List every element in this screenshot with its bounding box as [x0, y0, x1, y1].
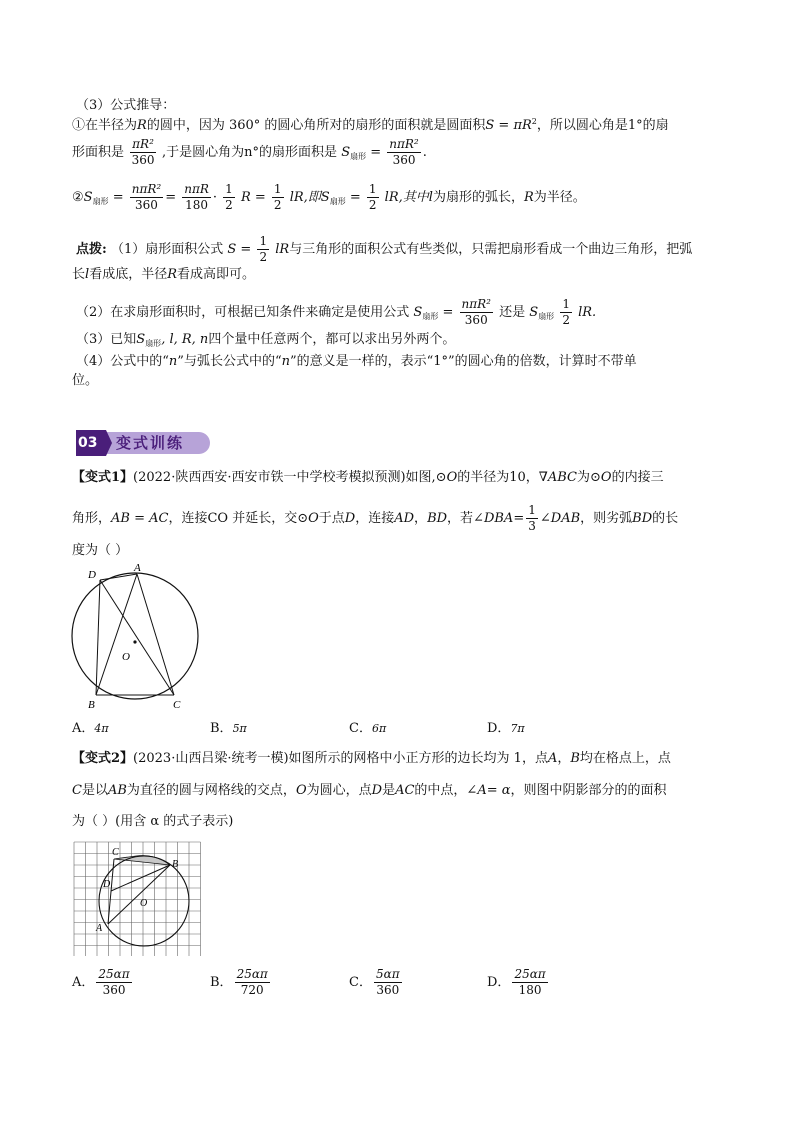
tip-line-1: 点拨: （1）扇形面积公式 S = $\frac{1}{2}$ lR与三角形的面积公式有些类似，只需把扇形看成一个曲边三角形，把弧: [76, 234, 693, 265]
q2-grid-figure: [72, 840, 206, 956]
q2-segment-ab: [108, 865, 170, 924]
tip-line-1b: 长l看成底，半径R看成高即可。: [72, 267, 256, 282]
q1-segment-db: [96, 580, 100, 695]
q1-center-dot: [133, 640, 136, 643]
q1-option-a[interactable]: A．4π: [72, 721, 109, 736]
q2-label-o: O: [140, 898, 148, 909]
q2-segment-ac: [108, 859, 114, 924]
q2-label-c: C: [112, 847, 119, 858]
q1-option-c[interactable]: C．6π: [349, 721, 387, 736]
q2-label-b: B: [172, 859, 179, 870]
q1-label-d: D: [88, 569, 96, 581]
formula-line-2: 形面积是 $\frac{\text{πR²}}{360}$ ,于是圆心角为n°的扇形面积是 $S_{扇形}$ = $\frac{\text{nπR²}}{360}$ .: [72, 137, 427, 168]
q2-option-c[interactable]: C． $\frac{5\alpha\pi}{360}$: [349, 967, 400, 998]
q1-segment-dc: [100, 580, 174, 695]
q1-circle: [72, 573, 198, 699]
q1-segment-ab: [96, 574, 137, 695]
q2-line-3: 为（ ）(用含 α 的式子表示): [72, 814, 234, 829]
q1-line-3: 度为（ ）: [72, 543, 129, 558]
q1-label-a: A: [134, 564, 141, 574]
formula-line-1: ①在半径为R的圆中，因为 360° 的圆心角所对的扇形的面积就是圆面积$S = \pi R^2$，所以圆心角是1°的扇: [72, 117, 669, 133]
q2-option-a[interactable]: A． $\frac{25\alpha\pi}{360}$: [72, 967, 130, 998]
q2-shaded-region: [114, 855, 170, 865]
q2-line-2: C是以AB为直径的圆与网格线的交点，O为圆心，点D是AC的中点，∠A= α，则图中阴影部分的的面积: [72, 783, 667, 798]
tip-line-4: （4）公式中的“n”与弧长公式中的“n”的意义是一样的，表示“1°”的圆心角的倍数，计算时不带单: [76, 354, 637, 369]
tip-line-2: （2）在求扇形面积时，可根据已知条件来确定是使用公式 $S_{扇形}$ = $\frac{\text{nπR²}}{360}$ 还是 $S_{扇形}$ $\frac{1}{2}$ lR.: [76, 297, 597, 328]
formula-line-3: $②S_{扇形}$ = $\frac{\text{nπR²}}{360}$ = $\frac{\text{nπR}}{180}$ · $\frac{1}{2}$ R = $\frac{1}{2}$ lR,即$S_{扇形}$ = $\frac{1}{2}$ lR,其中l为扇形的弧长，R为半径。: [72, 182, 586, 213]
q1-circle-figure: [66, 564, 206, 712]
q1-option-d[interactable]: D．7π: [487, 721, 525, 736]
q2-label-d: D: [103, 879, 111, 890]
q1-label-o: O: [122, 651, 130, 663]
q2-line-1: 【变式2】(2023·山西吕梁·统考一模)如图所示的网格中小正方形的边长均为 1，点A，B均在格点上，点: [72, 751, 671, 766]
q1-option-b[interactable]: B．5π: [210, 721, 247, 736]
tip-line-3: （3）已知$S_{扇形}$, l, R, n四个量中任意两个，都可以求出另外两个。: [76, 332, 456, 348]
q2-option-d[interactable]: D． $\frac{25\alpha\pi}{180}$: [487, 967, 546, 998]
section-banner: [72, 428, 212, 458]
q2-option-b[interactable]: B． $\frac{25\alpha\pi}{720}$: [210, 967, 268, 998]
section-heading: （3）公式推导：: [76, 98, 176, 113]
tip-line-4b: 位。: [72, 373, 99, 388]
banner-title: 变式训练: [116, 434, 185, 452]
q1-line-2: 角形，AB = AC，连接CO 并延长，交⊙O于点D，连接AD，BD，若∠DBA= $\frac{1}{3}$ ∠DAB，则劣弧BD的长: [72, 503, 679, 534]
q1-label-b: B: [88, 699, 95, 711]
q1-label-c: C: [173, 699, 181, 711]
q2-label-a: A: [96, 923, 103, 934]
banner-number: 03: [78, 435, 98, 451]
q1-line-1: 【变式1】(2022·陕西西安·西安市铁一中学校考模拟预测)如图,⊙O的半径为10，∇ABC为⊙O的内接三: [72, 470, 664, 485]
q1-segment-ac: [137, 574, 174, 695]
